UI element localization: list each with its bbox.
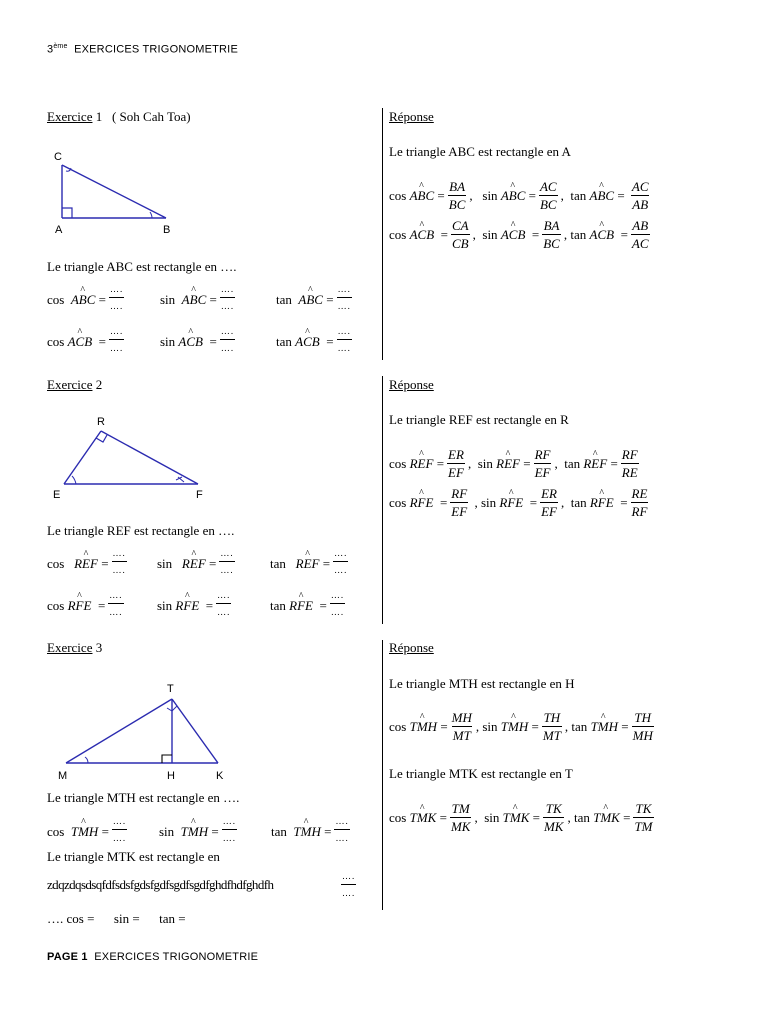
ex2-answer-title: Réponse	[389, 377, 434, 392]
ex3-answer-title: Réponse	[389, 640, 434, 655]
ex2-blank-cos-rfe: cos R ^ F E = $\frac{\dots.}{\dots.}$	[47, 591, 127, 620]
ex1-vertex-a: A	[55, 224, 63, 236]
ex3-blank-sin-tmh: sin T ^ M H = $\frac{\dots.}{\dots.}$	[159, 817, 240, 846]
ex2-answer-row-rfe: cos R ^ F E = $\frac{RF}{EF}$ , sin R ^ F E = $\frac{ER}{EF}$ , tan R ^ F E = $\frac{RE}{RF}$	[389, 487, 651, 518]
ex2-vertex-r: R	[97, 416, 105, 428]
ex1-vertex-b: B	[163, 224, 171, 236]
footer-page-label: PAGE 1	[47, 951, 88, 963]
ex3-vertex-k: K	[216, 770, 224, 782]
ex3-blank-cos-tmh: cos T ^ M H = $\frac{\dots.}{\dots.}$	[47, 817, 130, 846]
ex2-blank-sin-rfe: sin R ^ F E = $\frac{\dots.}{\dots.}$	[157, 591, 234, 620]
ex3-triangle-figure	[52, 678, 237, 784]
divider-ex2	[382, 376, 383, 624]
ex1-answer-row-acb: cos A ^ C B = $\frac{CA}{CB}$ , sin A ^ C B = $\frac{BA}{BC}$ , tan A ^ C B = $\frac{AB}{AC}$	[389, 219, 653, 250]
ex2-blank-sin-ref: sin R ^ E F = $\frac{\dots.}{\dots.}$	[157, 549, 238, 578]
ex3-angle-mark-m	[85, 757, 88, 763]
ex2-answer-statement: Le triangle REF est rectangle en R	[389, 412, 569, 427]
ex3-title	[47, 640, 102, 656]
ex3-number: 3	[92, 640, 103, 655]
footer-title: EXERCICES TRIGONOMETRIE	[94, 951, 259, 963]
ex2-vertex-f: F	[196, 489, 203, 501]
ex1-blank-tan-acb: tan A ^ C B = $\frac{\dots.}{\dots.}$	[276, 327, 355, 356]
ex2-angle-mark-f	[176, 477, 184, 482]
ex2-side-rf	[101, 431, 198, 484]
header-grade: 3	[47, 43, 54, 56]
ex3-vertex-m: M	[58, 770, 68, 782]
ex1-hint: ( Soh Cah Toa)	[111, 109, 191, 124]
ex1-blank-tan-abc: tan A ^ B C = $\frac{\dots.}{\dots.}$	[276, 285, 355, 314]
ex3-side-tk	[172, 699, 218, 763]
ex1-right-angle-mark	[62, 208, 72, 218]
ex2-angle-mark-e	[72, 476, 76, 484]
ex3-statement-mth: Le triangle MTH est rectangle en ….	[47, 790, 240, 805]
ex1-vertex-c: C	[54, 151, 62, 163]
ex2-blank-tan-ref: tan R ^ E F = $\frac{\dots.}{\dots.}$	[270, 549, 351, 578]
ex1-blank-sin-abc: sin A ^ B C = $\frac{\dots.}{\dots.}$	[160, 285, 238, 314]
ex3-answer-statement-mtk: Le triangle MTK est rectangle en T	[389, 766, 573, 781]
header-grade-sup: ème	[53, 43, 68, 50]
ex3-answer-statement-mth: Le triangle MTH est rectangle en H	[389, 676, 575, 691]
ex2-vertex-e: E	[53, 489, 61, 501]
ex3-vertex-h: H	[167, 770, 175, 782]
ex2-blank-cos-ref: cos R ^ E F = $\frac{\dots.}{\dots.}$	[47, 549, 130, 578]
ex3-scribble-text: zdqzdqsdsqfdfsdsfgdsfgdfsgdfsgdfghdfhdfghdfh	[47, 877, 274, 892]
divider-ex3	[382, 640, 383, 910]
ex2-answer-row-ref: cos R ^ E F = $\frac{ER}{EF}$ , sin R ^ E F = $\frac{RF}{EF}$ , tan R ^ E F = $\frac{RF}{RE}$	[389, 448, 642, 479]
ex2-statement: Le triangle REF est rectangle en ….	[47, 523, 235, 538]
ex3-answer-row-tmk: cos T ^ M K = $\frac{TM}{MK}$ , sin T ^ M K = $\frac{TK}{MK}$ , tan T ^ M K = $\frac{TK}{TM}$	[389, 802, 657, 833]
ex1-title	[47, 109, 191, 125]
ex3-statement-mtk: Le triangle MTK est rectangle en	[47, 849, 220, 864]
page-header	[47, 43, 238, 56]
ex2-number: 2	[92, 377, 103, 392]
ex3-label: Exercice	[47, 640, 93, 655]
ex3-last-line: …. cos = sin = tan =	[47, 911, 186, 926]
ex1-triangle-figure	[50, 145, 180, 240]
ex1-side-cb	[62, 165, 166, 218]
ex1-number: 1	[92, 109, 103, 124]
ex1-blank-sin-acb: sin A ^ C B = $\frac{\dots.}{\dots.}$	[160, 327, 238, 356]
ex1-angle-mark-b	[150, 212, 152, 218]
ex3-vertex-t: T	[167, 683, 174, 695]
ex3-answer-row-tmh: cos T ^ M H = $\frac{MH}{MT}$ , sin T ^ M H = $\frac{TH}{MT}$ , tan T ^ M H = $\frac{TH}{MH}$	[389, 711, 657, 742]
ex1-answer-title: Réponse	[389, 109, 434, 124]
ex2-label: Exercice	[47, 377, 93, 392]
ex1-statement: Le triangle ABC est rectangle en ….	[47, 259, 237, 274]
page-footer	[47, 951, 258, 963]
ex3-blank-tail: $\frac{\dots.}{\dots.}$	[338, 872, 359, 901]
header-title: EXERCICES TRIGONOMETRIE	[74, 43, 238, 56]
ex1-answer-row-abc: cos A ^ B C = $\frac{BA}{BC}$ , sin A ^ B C = $\frac{AC}{BC}$ , tan A ^ B C = $\frac{AC}{AB}$	[389, 180, 653, 211]
ex2-blank-tan-rfe: tan R ^ F E = $\frac{\dots.}{\dots.}$	[270, 591, 348, 620]
ex3-right-angle-mark-h	[162, 755, 172, 763]
ex1-blank-cos-acb: cos A ^ C B = $\frac{\dots.}{\dots.}$	[47, 327, 127, 356]
ex2-title	[47, 377, 102, 393]
ex1-blank-cos-abc: cos A ^ B C = $\frac{\dots.}{\dots.}$	[47, 285, 127, 314]
ex1-label: Exercice	[47, 109, 93, 124]
ex2-side-er	[64, 431, 101, 484]
divider-ex1	[382, 108, 383, 360]
ex2-triangle-figure	[48, 413, 218, 503]
ex1-answer-statement: Le triangle ABC est rectangle en A	[389, 144, 571, 159]
ex3-side-mt	[66, 699, 172, 763]
ex3-blank-tan-tmh: tan T ^ M H = $\frac{\dots.}{\dots.}$	[271, 817, 353, 846]
